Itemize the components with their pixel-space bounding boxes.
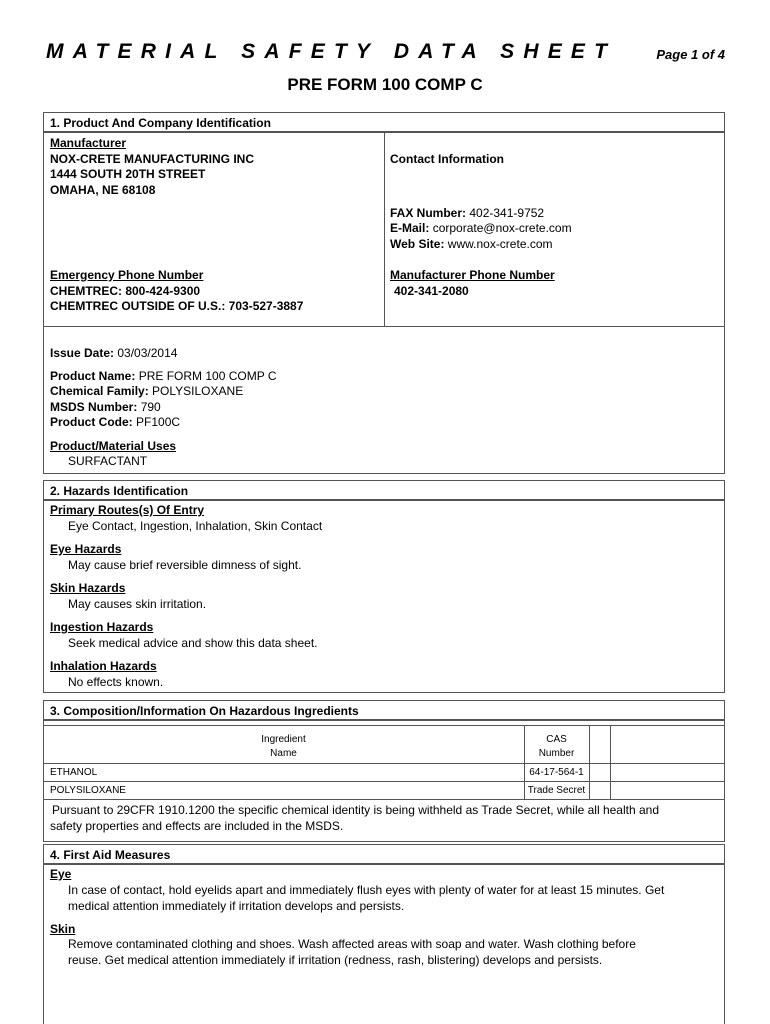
eye-hazards-label: Eye Hazards (50, 542, 122, 556)
trade-secret-note-line1: Pursuant to 29CFR 1910.1200 the specific chemical identity is being withheld as Trade Secret, while all health and (52, 803, 660, 817)
material-uses-label: Product/Material Uses (50, 439, 177, 453)
chemtrec-phone: CHEMTREC: 800-424-9300 (50, 284, 201, 298)
ingredients-table-top (43, 725, 725, 726)
ingredients-col-divider-2 (589, 725, 590, 799)
msds-number-label: MSDS Number: (50, 400, 138, 414)
product-name-value: PRE FORM 100 COMP C (138, 369, 277, 383)
manufacturer-label: Manufacturer (50, 136, 127, 150)
chemical-family (50, 384, 243, 400)
fax-label: FAX Number: (390, 206, 467, 220)
eye-hazards-text: May cause brief reversible dimness of sight. (68, 558, 302, 572)
web-site-value[interactable]: www.nox-crete.com (447, 237, 553, 251)
email-value[interactable]: corporate@nox-crete.com (432, 221, 572, 235)
ingredients-row-divider (43, 781, 725, 782)
section-4-heading: 4. First Aid Measures (43, 844, 725, 864)
chemtrec-outside-phone: CHEMTREC OUTSIDE OF U.S.: 703-527-3887 (50, 299, 304, 313)
manufacturer-phone-value: 402-341-2080 (394, 284, 469, 298)
product-code-label: Product Code: (50, 415, 133, 429)
product-title: PRE FORM 100 COMP C (287, 75, 483, 94)
ingredients-col-divider-3 (610, 725, 611, 799)
chemical-family-value: POLYSILOXANE (152, 384, 244, 398)
email-label: E-Mail: (390, 221, 430, 235)
product-code (50, 415, 180, 431)
first-aid-eye-line1: In case of contact, hold eyelids apart and immediately flush eyes with plenty of water for at least 15 minutes. Get (68, 883, 665, 897)
first-aid-skin-label: Skin (50, 922, 76, 936)
ingredients-header-divider (43, 763, 725, 764)
ingestion-hazards-label: Ingestion Hazards (50, 620, 154, 634)
contact-information-label: Contact Information (390, 152, 504, 166)
issue-date (50, 346, 177, 362)
product-code-value: PF100C (136, 415, 181, 429)
manufacturer-phone-label: Manufacturer Phone Number (390, 268, 555, 282)
msds-number-value: 790 (140, 400, 161, 414)
chemical-family-label: Chemical Family: (50, 384, 149, 398)
skin-hazards-label: Skin Hazards (50, 581, 126, 595)
ingredient-cas-ethanol: 64-17-564-1 (529, 767, 584, 778)
section-3-heading: 3. Composition/Information On Hazardous Ingredients (43, 700, 725, 720)
section-1-row-divider (43, 326, 725, 327)
material-uses-value: SURFACTANT (68, 454, 148, 468)
ingredient-name-polysiloxane: POLYSILOXANE (50, 785, 126, 796)
email (390, 221, 572, 237)
manufacturer-city: OMAHA, NE 68108 (50, 183, 156, 197)
issue-date-label: Issue Date: (50, 346, 115, 360)
document-title: MATERIAL SAFETY DATA SHEET (46, 40, 617, 63)
first-aid-skin-line1: Remove contaminated clothing and shoes. Wash affected areas with soap and water. Wash clothing before (68, 937, 636, 951)
fax-value: 402-341-9752 (469, 206, 545, 220)
product-name (50, 369, 277, 385)
inhalation-hazards-text: No effects known. (68, 675, 164, 689)
ingredient-header-line2: Name (270, 748, 297, 759)
cas-header-line1: CAS (546, 734, 567, 745)
trade-secret-note-line2: safety properties and effects are included in the MSDS. (50, 819, 344, 833)
cas-header-line2: Number (538, 748, 575, 759)
first-aid-eye-label: Eye (50, 867, 72, 881)
ingredient-cas-polysiloxane: Trade Secret (527, 785, 586, 796)
section-1-heading: 1. Product And Company Identification (43, 112, 725, 132)
skin-hazards-text: May causes skin irritation. (68, 597, 207, 611)
section-1-column-divider (384, 132, 385, 327)
product-name-label: Product Name: (50, 369, 136, 383)
section-2-heading: 2. Hazards Identification (43, 480, 725, 500)
fax-number (390, 206, 544, 222)
manufacturer-street: 1444 SOUTH 20TH STREET (50, 167, 206, 181)
web-site-label: Web Site: (390, 237, 445, 251)
routes-of-entry-text: Eye Contact, Ingestion, Inhalation, Skin Contact (68, 519, 323, 533)
routes-of-entry-label: Primary Routes(s) Of Entry (50, 503, 205, 517)
ingredient-name-ethanol: ETHANOL (50, 767, 98, 778)
first-aid-skin-line2: reuse. Get medical attention immediately if irritation (redness, rash, blistering) develops and persists. (68, 953, 603, 967)
issue-date-value: 03/03/2014 (117, 346, 178, 360)
msds-number (50, 400, 161, 416)
ingredients-table-bottom (43, 799, 725, 800)
manufacturer-name: NOX-CRETE MANUFACTURING INC (50, 152, 254, 166)
page-number: Page 1 of 4 (656, 47, 725, 62)
inhalation-hazards-label: Inhalation Hazards (50, 659, 157, 673)
ingestion-hazards-text: Seek medical advice and show this data sheet. (68, 636, 318, 650)
first-aid-eye-line2: medical attention immediately if irritation develops and persists. (68, 899, 405, 913)
web-site (390, 237, 553, 253)
ingredient-header-line1: Ingredient (261, 734, 306, 745)
emergency-phone-label: Emergency Phone Number (50, 268, 204, 282)
